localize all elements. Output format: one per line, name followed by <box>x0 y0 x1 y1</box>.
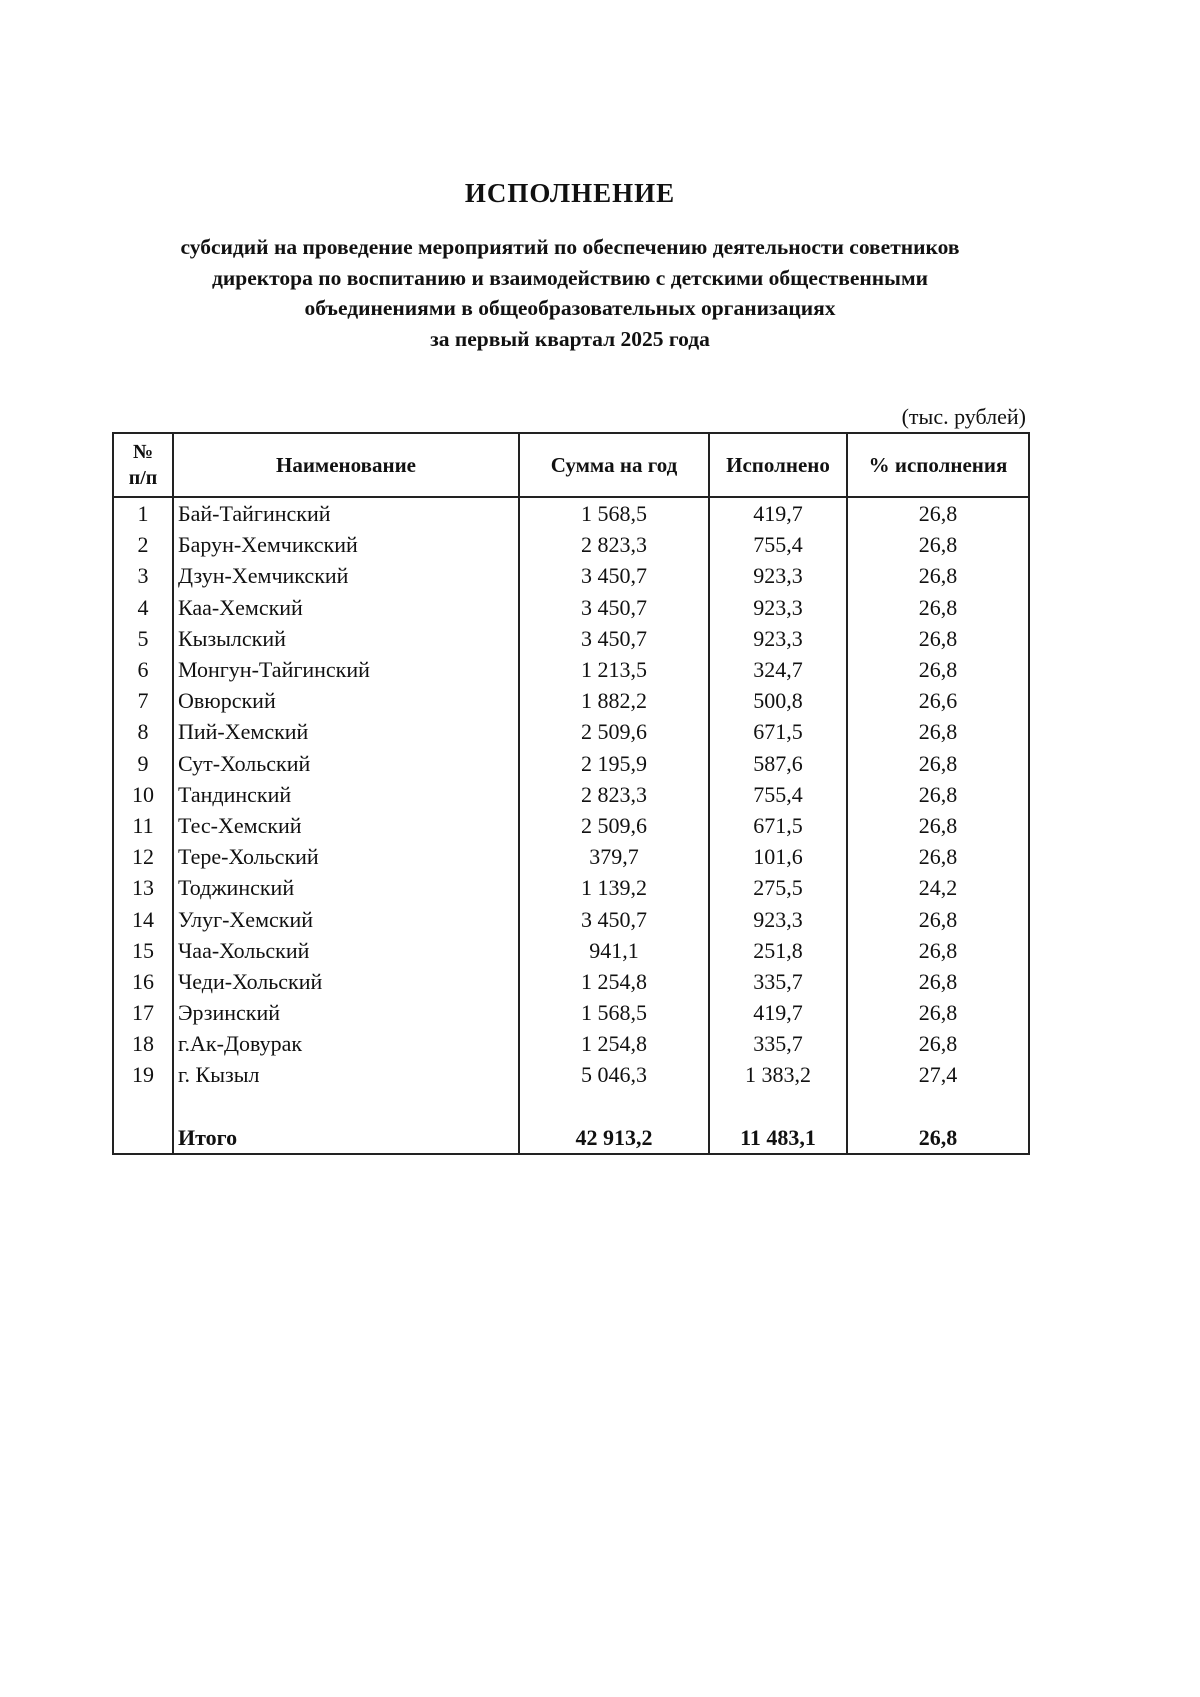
row-name: Каа-Хемский <box>173 592 519 623</box>
row-number: 7 <box>113 685 173 716</box>
execution-table <box>112 432 1030 1155</box>
subtitle-line: субсидий на проведение мероприятий по обеспечению деятельности советников <box>180 235 960 259</box>
table-row <box>113 872 1029 903</box>
row-plan: 1 213,5 <box>519 654 709 685</box>
row-name: Чаа-Хольский <box>173 935 519 966</box>
row-plan: 941,1 <box>519 935 709 966</box>
total-label: Итого <box>173 1122 519 1154</box>
header-plan: Сумма на год <box>519 433 709 497</box>
row-percent: 26,8 <box>847 623 1029 654</box>
row-number: 2 <box>113 529 173 560</box>
row-number: 14 <box>113 903 173 934</box>
row-percent: 26,8 <box>847 810 1029 841</box>
row-percent: 24,2 <box>847 872 1029 903</box>
table-row <box>113 654 1029 685</box>
table-row <box>113 685 1029 716</box>
row-done: 419,7 <box>709 497 847 529</box>
table-row <box>113 903 1029 934</box>
row-plan: 1 568,5 <box>519 497 709 529</box>
row-done: 1 383,2 <box>709 1059 847 1090</box>
row-done: 275,5 <box>709 872 847 903</box>
row-done: 671,5 <box>709 716 847 747</box>
spacer-cell <box>113 1091 173 1122</box>
row-name: Барун-Хемчикский <box>173 529 519 560</box>
header-name: Наименование <box>173 433 519 497</box>
row-name: Монгун-Тайгинский <box>173 654 519 685</box>
table-row <box>113 560 1029 591</box>
spacer-cell <box>847 1091 1029 1122</box>
row-percent: 26,8 <box>847 497 1029 529</box>
total-row <box>113 1122 1029 1154</box>
total-done: 11 483,1 <box>709 1122 847 1154</box>
row-number: 13 <box>113 872 173 903</box>
row-plan: 3 450,7 <box>519 903 709 934</box>
row-percent: 26,8 <box>847 654 1029 685</box>
row-done: 335,7 <box>709 1028 847 1059</box>
spacer-cell <box>173 1091 519 1122</box>
row-done: 923,3 <box>709 592 847 623</box>
row-plan: 379,7 <box>519 841 709 872</box>
row-plan: 2 509,6 <box>519 810 709 841</box>
table-spacer-row <box>113 1091 1029 1122</box>
row-percent: 26,8 <box>847 592 1029 623</box>
row-percent: 26,8 <box>847 560 1029 591</box>
row-number: 1 <box>113 497 173 529</box>
row-percent: 26,8 <box>847 779 1029 810</box>
row-plan: 1 139,2 <box>519 872 709 903</box>
table-body <box>113 497 1029 1154</box>
document-subtitle <box>0 232 1140 354</box>
row-percent: 26,8 <box>847 997 1029 1028</box>
row-done: 755,4 <box>709 529 847 560</box>
table-row <box>113 748 1029 779</box>
row-number: 19 <box>113 1059 173 1090</box>
header-number-line1: № <box>132 441 154 463</box>
row-done: 324,7 <box>709 654 847 685</box>
row-number: 15 <box>113 935 173 966</box>
row-percent: 26,8 <box>847 903 1029 934</box>
row-percent: 26,8 <box>847 716 1029 747</box>
row-number: 6 <box>113 654 173 685</box>
row-name: Пий-Хемский <box>173 716 519 747</box>
row-number: 18 <box>113 1028 173 1059</box>
table-row <box>113 497 1029 529</box>
row-plan: 1 882,2 <box>519 685 709 716</box>
row-plan: 1 568,5 <box>519 997 709 1028</box>
row-plan: 5 046,3 <box>519 1059 709 1090</box>
row-name: г.Ак-Довурак <box>173 1028 519 1059</box>
spacer-cell <box>709 1091 847 1122</box>
row-name: Тандинский <box>173 779 519 810</box>
spacer-cell <box>519 1091 709 1122</box>
row-number: 17 <box>113 997 173 1028</box>
subtitle-line: объединениями в общеобразовательных организациях <box>304 296 836 320</box>
table-row <box>113 779 1029 810</box>
total-percent: 26,8 <box>847 1122 1029 1154</box>
row-done: 923,3 <box>709 560 847 591</box>
row-plan: 3 450,7 <box>519 560 709 591</box>
row-done: 251,8 <box>709 935 847 966</box>
table-row <box>113 1028 1029 1059</box>
table-row <box>113 935 1029 966</box>
row-done: 671,5 <box>709 810 847 841</box>
header-done: Исполнено <box>709 433 847 497</box>
row-name: Овюрский <box>173 685 519 716</box>
row-plan: 2 823,3 <box>519 779 709 810</box>
table-row <box>113 1059 1029 1090</box>
row-percent: 26,8 <box>847 1028 1029 1059</box>
row-number: 9 <box>113 748 173 779</box>
document-title: ИСПОЛНЕНИЕ <box>464 178 676 208</box>
row-percent: 26,8 <box>847 841 1029 872</box>
row-percent: 26,6 <box>847 685 1029 716</box>
row-plan: 2 823,3 <box>519 529 709 560</box>
header-number-line2: п/п <box>128 467 158 489</box>
row-name: г. Кызыл <box>173 1059 519 1090</box>
row-plan: 2 195,9 <box>519 748 709 779</box>
table-row <box>113 716 1029 747</box>
row-plan: 3 450,7 <box>519 592 709 623</box>
row-plan: 3 450,7 <box>519 623 709 654</box>
row-done: 755,4 <box>709 779 847 810</box>
row-percent: 26,8 <box>847 529 1029 560</box>
units-note: (тыс. рублей) <box>901 404 1026 429</box>
row-number: 12 <box>113 841 173 872</box>
row-name: Тере-Хольский <box>173 841 519 872</box>
row-done: 923,3 <box>709 903 847 934</box>
row-name: Сут-Хольский <box>173 748 519 779</box>
row-number: 8 <box>113 716 173 747</box>
row-done: 101,6 <box>709 841 847 872</box>
row-done: 335,7 <box>709 966 847 997</box>
table-row <box>113 997 1029 1028</box>
table-row <box>113 810 1029 841</box>
row-number: 5 <box>113 623 173 654</box>
total-number-cell <box>113 1122 173 1154</box>
subtitle-line: за первый квартал 2025 года <box>430 326 710 351</box>
table-row <box>113 529 1029 560</box>
subtitle-line: директора по воспитанию и взаимодействию с детскими общественными <box>211 265 928 290</box>
row-name: Кызылский <box>173 623 519 654</box>
row-name: Эрзинский <box>173 997 519 1028</box>
row-number: 10 <box>113 779 173 810</box>
row-done: 500,8 <box>709 685 847 716</box>
table-row <box>113 841 1029 872</box>
row-name: Тоджинский <box>173 872 519 903</box>
row-percent: 27,4 <box>847 1059 1029 1090</box>
table-row <box>113 623 1029 654</box>
row-name: Тес-Хемский <box>173 810 519 841</box>
row-name: Улуг-Хемский <box>173 903 519 934</box>
row-percent: 26,8 <box>847 966 1029 997</box>
row-name: Чеди-Хольский <box>173 966 519 997</box>
row-plan: 1 254,8 <box>519 1028 709 1059</box>
row-name: Дзун-Хемчикский <box>173 560 519 591</box>
row-number: 4 <box>113 592 173 623</box>
row-percent: 26,8 <box>847 935 1029 966</box>
row-name: Бай-Тайгинский <box>173 497 519 529</box>
table-header-row <box>113 433 1029 497</box>
row-number: 11 <box>113 810 173 841</box>
row-percent: 26,8 <box>847 748 1029 779</box>
row-done: 587,6 <box>709 748 847 779</box>
header-percent: % исполнения <box>847 433 1029 497</box>
table-row <box>113 592 1029 623</box>
header-number <box>113 433 173 497</box>
row-done: 419,7 <box>709 997 847 1028</box>
row-done: 923,3 <box>709 623 847 654</box>
row-plan: 1 254,8 <box>519 966 709 997</box>
table-row <box>113 966 1029 997</box>
row-number: 3 <box>113 560 173 591</box>
total-plan: 42 913,2 <box>519 1122 709 1154</box>
row-plan: 2 509,6 <box>519 716 709 747</box>
row-number: 16 <box>113 966 173 997</box>
